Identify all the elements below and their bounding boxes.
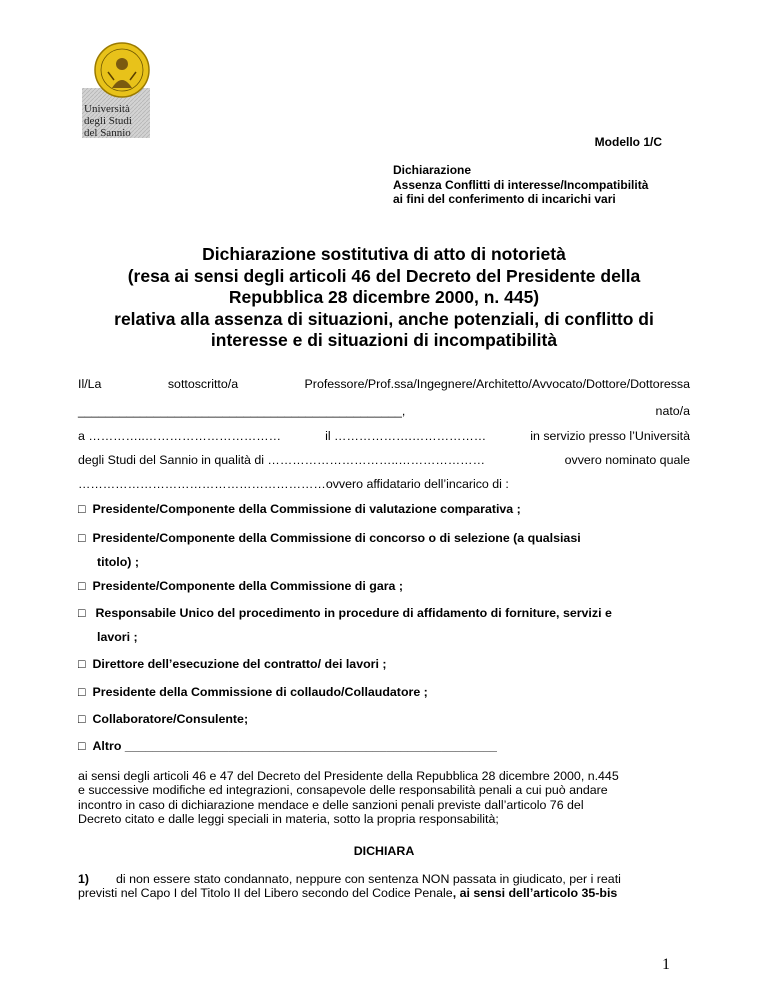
option-label-altro[interactable]: Altro ______________________________________________________ <box>92 739 497 753</box>
option-label: Presidente/Componente della Commissione di valutazione comparativa ; <box>92 502 521 516</box>
subject-block <box>393 163 648 207</box>
checkbox-icon[interactable]: □ <box>78 531 86 545</box>
option-commissione-gara[interactable] <box>78 579 690 593</box>
intro-nominato: ovvero nominato quale <box>564 453 690 467</box>
paragraph-line-1: ai sensi degli articoli 46 e 47 del Decreto del Presidente della Repubblica 28 dicembre 2000, n.445 <box>78 769 619 783</box>
option-valutazione-comparativa[interactable] <box>78 502 690 516</box>
checkbox-icon[interactable]: □ <box>78 606 86 620</box>
option-direttore-esecuzione[interactable] <box>78 657 690 671</box>
checkbox-icon[interactable]: □ <box>78 712 86 726</box>
option-collaudo[interactable] <box>78 685 690 699</box>
option-concorso-selezione[interactable] <box>78 531 690 569</box>
option-responsabile-unico[interactable] <box>78 606 690 644</box>
option-label: Presidente/Componente della Commissione di concorso o di selezione (a qualsiasi <box>92 531 581 545</box>
title-line-3: Repubblica 28 dicembre 2000, n. 445) <box>228 287 540 307</box>
option-label-continued: titolo) ; <box>97 555 139 569</box>
logo-line-1: Università <box>84 103 130 115</box>
intro-il-la: Il/La <box>78 377 102 391</box>
intro-line-3 <box>78 429 690 443</box>
point-1-number: 1) <box>78 872 90 886</box>
dichiara-heading: DICHIARA <box>353 844 415 858</box>
checkbox-icon[interactable]: □ <box>78 579 86 593</box>
paragraph-line-3: incontro in caso di dichiarazione mendace e delle sanzioni penali previste dall’articolo 76 del <box>78 797 584 812</box>
option-label: Presidente/Componente della Commissione di gara ; <box>92 579 404 593</box>
name-blank-field[interactable]: _______________________________________________, <box>78 404 406 418</box>
paragraph-line-4: Decreto citato e dalle leggi speciali in materia, sotto la propria responsabilità; <box>78 811 499 826</box>
birthdate-field[interactable]: il ……………….……………… <box>325 429 487 443</box>
university-name-logo-text <box>84 103 132 139</box>
title-line-5: interesse e di situazioni di incompatibilità <box>210 330 558 350</box>
birthplace-field[interactable]: a …………..…………………………… <box>78 429 282 443</box>
intro-nato: nato/a <box>655 404 690 418</box>
option-label: Direttore dell’esecuzione del contratto/ dei lavori ; <box>92 657 387 671</box>
point-1 <box>78 872 690 901</box>
option-label-continued: lavori ; <box>97 630 138 644</box>
intro-titles: Professore/Prof.ssa/Ingegnere/Architetto/Avvocato/Dottore/Dottoressa <box>304 377 690 391</box>
checkbox-icon[interactable]: □ <box>78 739 86 753</box>
subject-line-2: Assenza Conflitti di interesse/Incompatibilità <box>393 177 649 192</box>
paragraph-line-2: e successive modifiche ed integrazioni, consapevole delle responsabilità penali a cui può andare <box>78 783 608 798</box>
intro-line-4 <box>78 453 690 467</box>
checkbox-icon[interactable]: □ <box>78 657 86 671</box>
intro-line-5: ……………………………………………………ovvero affidatario dell’incarico di : <box>78 477 509 491</box>
option-collaboratore[interactable] <box>78 712 690 726</box>
role-field[interactable]: degli Studi del Sannio in qualità di …………………………..………………… <box>78 453 485 467</box>
page-number: 1 <box>662 956 670 973</box>
intro-line-2 <box>78 404 690 418</box>
title-line-4: relativa alla assenza di situazioni, anche potenziali, di conflitto di <box>114 308 654 329</box>
option-label: Responsabile Unico del procedimento in procedure di affidamento di forniture, servizi e <box>95 606 612 620</box>
checkbox-icon[interactable]: □ <box>78 502 86 516</box>
point-1-line-2-bold: , ai sensi dell’articolo 35-bis <box>452 886 618 901</box>
document-title <box>80 244 688 352</box>
intro-servizio: in servizio presso l’Università <box>530 429 690 443</box>
point-1-line-1: di non essere stato condannato, neppure con sentenza NON passata in giudicato, per i reati <box>116 872 621 886</box>
option-label: Presidente della Commissione di collaudo/Collaudatore ; <box>92 685 428 699</box>
subject-line-1: Dichiarazione <box>393 163 472 177</box>
checkbox-icon[interactable]: □ <box>78 685 86 699</box>
option-altro[interactable] <box>78 739 690 753</box>
intro-sottoscritto: sottoscritto/a <box>167 377 239 391</box>
logo-line-3: del Sannio <box>84 127 131 139</box>
subject-line-3: ai fini del conferimento di incarichi vari <box>393 192 616 206</box>
title-line-1: Dichiarazione sostitutiva di atto di notorietà <box>202 244 566 264</box>
intro-line-1 <box>78 377 690 391</box>
title-line-2: (resa ai sensi degli articoli 46 del Decreto del Presidente della <box>127 265 641 286</box>
form-model-label: Modello 1/C <box>594 135 662 149</box>
option-label: Collaboratore/Consulente; <box>92 712 249 726</box>
point-1-line-2: previsti nel Capo I del Titolo II del Libero secondo del Codice Penale <box>78 886 453 901</box>
logo-line-2: degli Studi <box>84 115 132 127</box>
legal-paragraph <box>78 769 690 826</box>
